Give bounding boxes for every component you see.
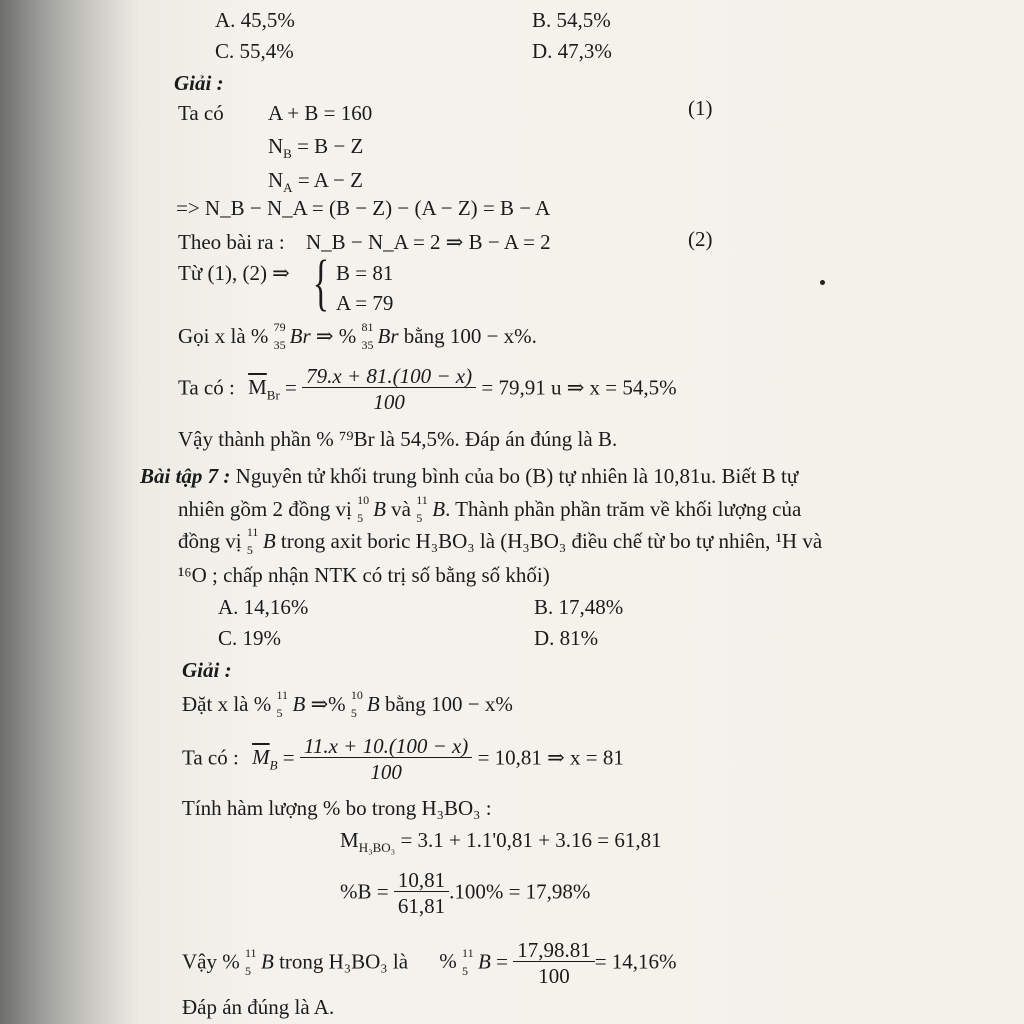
q7-line-3: đồng vị 11 5 B trong axit boric H₃BO₃ là (H₃BO₃ điều chế từ bo tự nhiên, ¹H và	[178, 525, 823, 558]
q7-option-a: A. 14,16%	[218, 595, 309, 619]
pctB-equation: %B = $\frac{10,81}{61,81}$ .100% = 17,98%	[340, 868, 591, 918]
equation-5-tag: (2)	[688, 227, 713, 251]
goi-line: Gọi x là % 79 35 Br ⇒ % 81 35 Br bằng 100 − x%.	[178, 320, 537, 353]
option-a: A. 45,5%	[215, 8, 295, 32]
equation-1-tag: (1)	[688, 96, 713, 120]
tu-label: Từ (1), (2) ⇒	[178, 261, 290, 285]
q7-solution-heading: Giải :	[182, 658, 232, 682]
q7-line-1: Bài tập 7 : Nguyên tử khối trung bình của bo (B) tự nhiên là 10,81u. Biết B tự	[140, 464, 799, 488]
option-c: C. 55,4%	[215, 39, 294, 63]
ta-co-label: Ta có	[178, 101, 224, 125]
system-brace: {	[312, 249, 330, 317]
q7-line-4: ¹⁶O ; chấp nhận NTK có trị số bằng số khối)	[178, 563, 550, 587]
equation-1: A + B = 160	[268, 101, 373, 125]
q7-option-c: C. 19%	[218, 626, 281, 650]
option-d: D. 47,3%	[532, 39, 612, 63]
equation-4: => N_B − N_A = (B − Z) − (A − Z) = B − A	[176, 196, 551, 220]
q7-option-b: B. 17,48%	[534, 595, 624, 619]
b-value: B = 81	[336, 261, 394, 285]
option-b: B. 54,5%	[532, 8, 611, 32]
vay-line: Vậy % 11 5 B trong H₃BO₃ là % 11 5 B = $\frac{17,98.81}{100}$ = 14,16%	[182, 938, 677, 988]
tinh-line: Tính hàm lượng % bo trong H₃BO₃ :	[182, 796, 492, 820]
q7-line-2: nhiên gồm 2 đồng vị 10 5 B và 11 5 B. Thành phần phần trăm về khối lượng của	[178, 493, 802, 526]
equation-5: N_B − N_A = 2 ⇒ B − A = 2	[306, 230, 551, 254]
theo-bai-ra-label: Theo bài ra :	[178, 230, 285, 254]
mbr-equation: Ta có : $\overline{M}_{Br}$ = $\frac{79.x + 81.(100 - x)}{100}$ = 79,91 u ⇒ x = 54,5%	[178, 364, 677, 414]
solution-heading: Giải :	[174, 71, 224, 95]
a-value: A = 79	[336, 291, 394, 315]
mh3bo3-equation: $M_{H_3BO_3} = 3.1 + 1.1'0,81 + 3.16 = 61,81$	[340, 828, 662, 856]
equation-3: $N_A = A - Z$	[268, 168, 363, 196]
ink-speck	[820, 280, 825, 285]
final-answer: Đáp án đúng là A.	[182, 995, 335, 1019]
q6-conclusion: Vậy thành phần % ⁷⁹Br là 54,5%. Đáp án đúng là B.	[178, 427, 618, 451]
mb-equation: Ta có : $\overline{M}_B$ = $\frac{11.x + 10.(100 - x)}{100}$ = 10,81 ⇒ x = 81	[182, 734, 624, 784]
equation-2: $N_B = B - Z$	[268, 134, 364, 162]
q7-option-d: D. 81%	[534, 626, 599, 650]
dat-line: Đặt x là % 11 5 B ⇒% 10 5 B bằng 100 − x%	[182, 688, 513, 721]
